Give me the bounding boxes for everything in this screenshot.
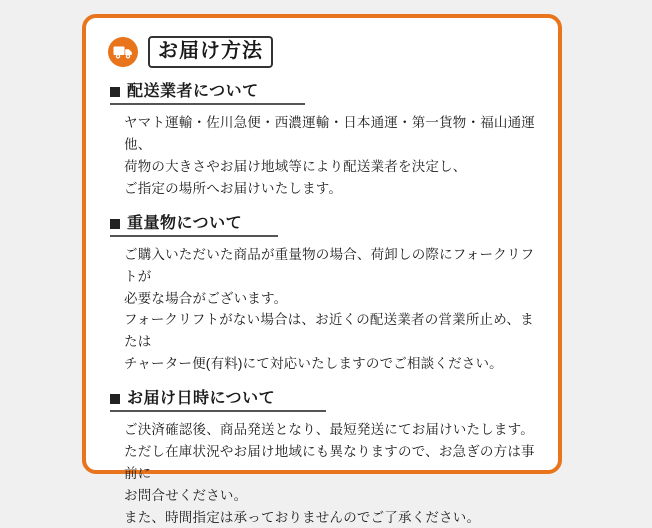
section-heading-row [110,214,278,237]
body-line: ご購入いただいた商品が重量物の場合、荷卸しの際にフォークリフトが [124,246,535,284]
body-line: また、時間指定は承っておりませんのでご了承ください。 [124,509,481,525]
body-line: お問合せください。 [124,487,248,503]
body-line: 必要な場合がございます。 [124,290,288,306]
body-line: ご決済確認後、商品発送となり、最短発送にてお届けいたします。 [124,422,534,438]
body-line: フォークリフトがない場合は、お近くの配送業者の営業所止め、または [124,312,534,350]
body-line: ヤマト運輸・佐川急便・西濃運輸・日本通運・第一貨物・福山通運他、 [124,115,535,153]
section-heavy-items [110,214,540,375]
section-body [124,112,540,199]
section-title: お届け日時について [127,389,276,407]
body-line: チャーター便(有料)にて対応いたしますのでご相談ください。 [124,356,503,372]
square-bullet-icon [110,87,120,97]
body-line: ご指定の場所へお届けいたします。 [124,180,343,196]
section-delivery-datetime [110,389,540,528]
delivery-info-card [82,14,562,525]
section-body [124,244,540,375]
section-body [124,419,540,528]
section-heading-row [110,82,305,105]
delivery-truck-icon [108,37,138,67]
card-title-row [108,36,540,68]
section-shipping-carriers [110,82,540,200]
square-bullet-icon [110,219,120,229]
page-title: お届け方法 [148,36,273,68]
body-line: ただし在庫状況やお届け地域にも異なりますので、お急ぎの方は事前に [124,444,535,481]
section-title: 重量物について [127,214,243,232]
body-line: 荷物の大きさやお届け地域等により配送業者を決定し、 [124,158,467,174]
section-heading-row [110,389,326,412]
section-title: 配送業者について [127,83,259,100]
square-bullet-icon [110,394,120,404]
